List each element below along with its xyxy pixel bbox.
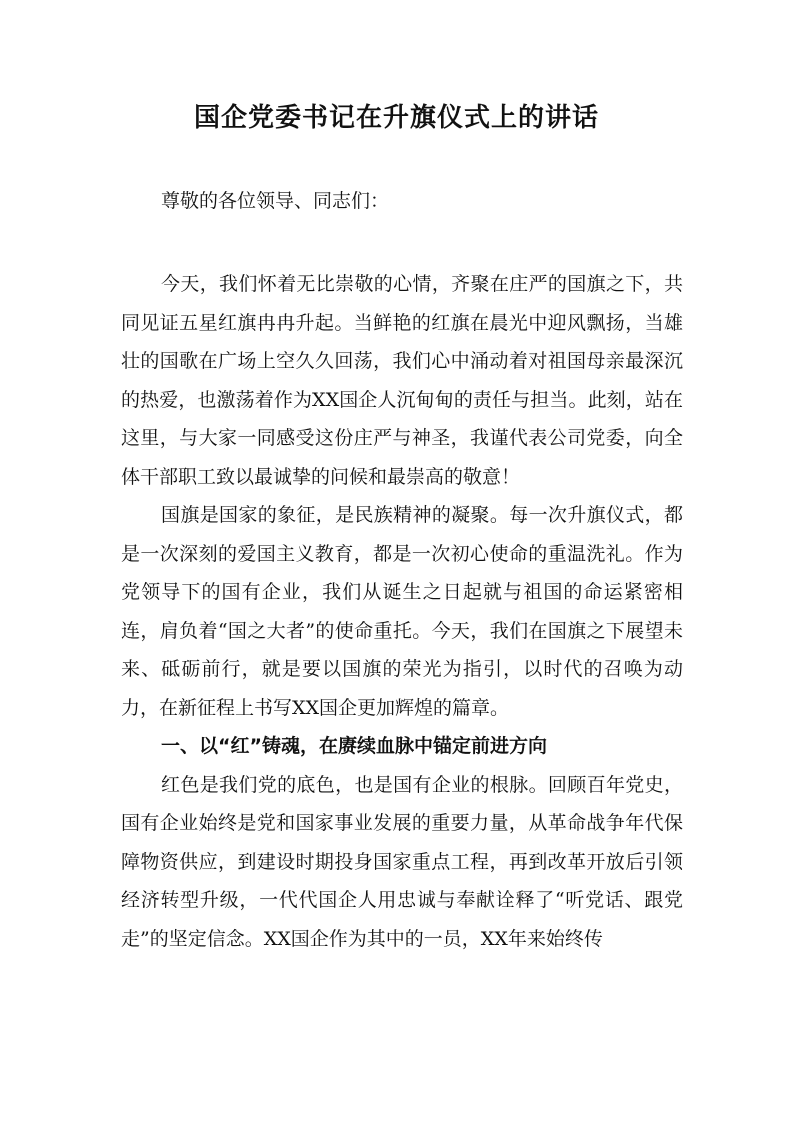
paragraph: 国旗是国家的象征，是民族精神的凝聚。每一次升旗仪式，都是一次深刻的爱国主义教育，都是一次初心使命的重温洗礼。作为党领导下的国有企业，我们从诞生之日起就与祖国的命运紧密相连，肩负着“国之大者”的使命重托。今天，我们在国旗之下展望未来、砥砺前行，就是要以国旗的荣光为指引，以时代的召唤为动力，在新征程上书写XX国企更加辉煌的篇章。 bbox=[121, 504, 683, 719]
paragraph: 今天，我们怀着无比崇敬的心情，齐聚在庄严的国旗之下，共同见证五星红旗冉冉升起。当鲜艳的红旗在晨光中迎风飘扬，当雄壮的国歌在广场上空久久回荡，我们心中涌动着对祖国母亲最深沉的热爱，也激荡着作为XX国企人沉甸甸的责任与担当。此刻，站在这里，与大家一同感受这份庄严与神圣，我谨代表公司党委，向全体干部职工致以最诚挚的问候和最崇高的敬意！ bbox=[121, 273, 683, 488]
paragraph: 红色是我们党的底色，也是国有企业的根脉。回顾百年党史，国有企业始终是党和国家事业发展的重要力量，从革命战争年代保障物资供应，到建设时期投身国家重点工程，再到改革开放后引领经济转型升级，一代代国企人用忠诚与奉献诠释了“听党话、跟党走”的坚定信念。XX国企作为其中的一员，XX年来始终传 bbox=[121, 773, 683, 950]
document-title: 国企党委书记在升旗仪式上的讲话 bbox=[193, 103, 599, 133]
greeting: 尊敬的各位领导、同志们： bbox=[161, 190, 390, 212]
document-body bbox=[121, 265, 683, 958]
section-heading: 一、以“红”铸魂，在赓续血脉中锚定前进方向 bbox=[161, 735, 547, 757]
